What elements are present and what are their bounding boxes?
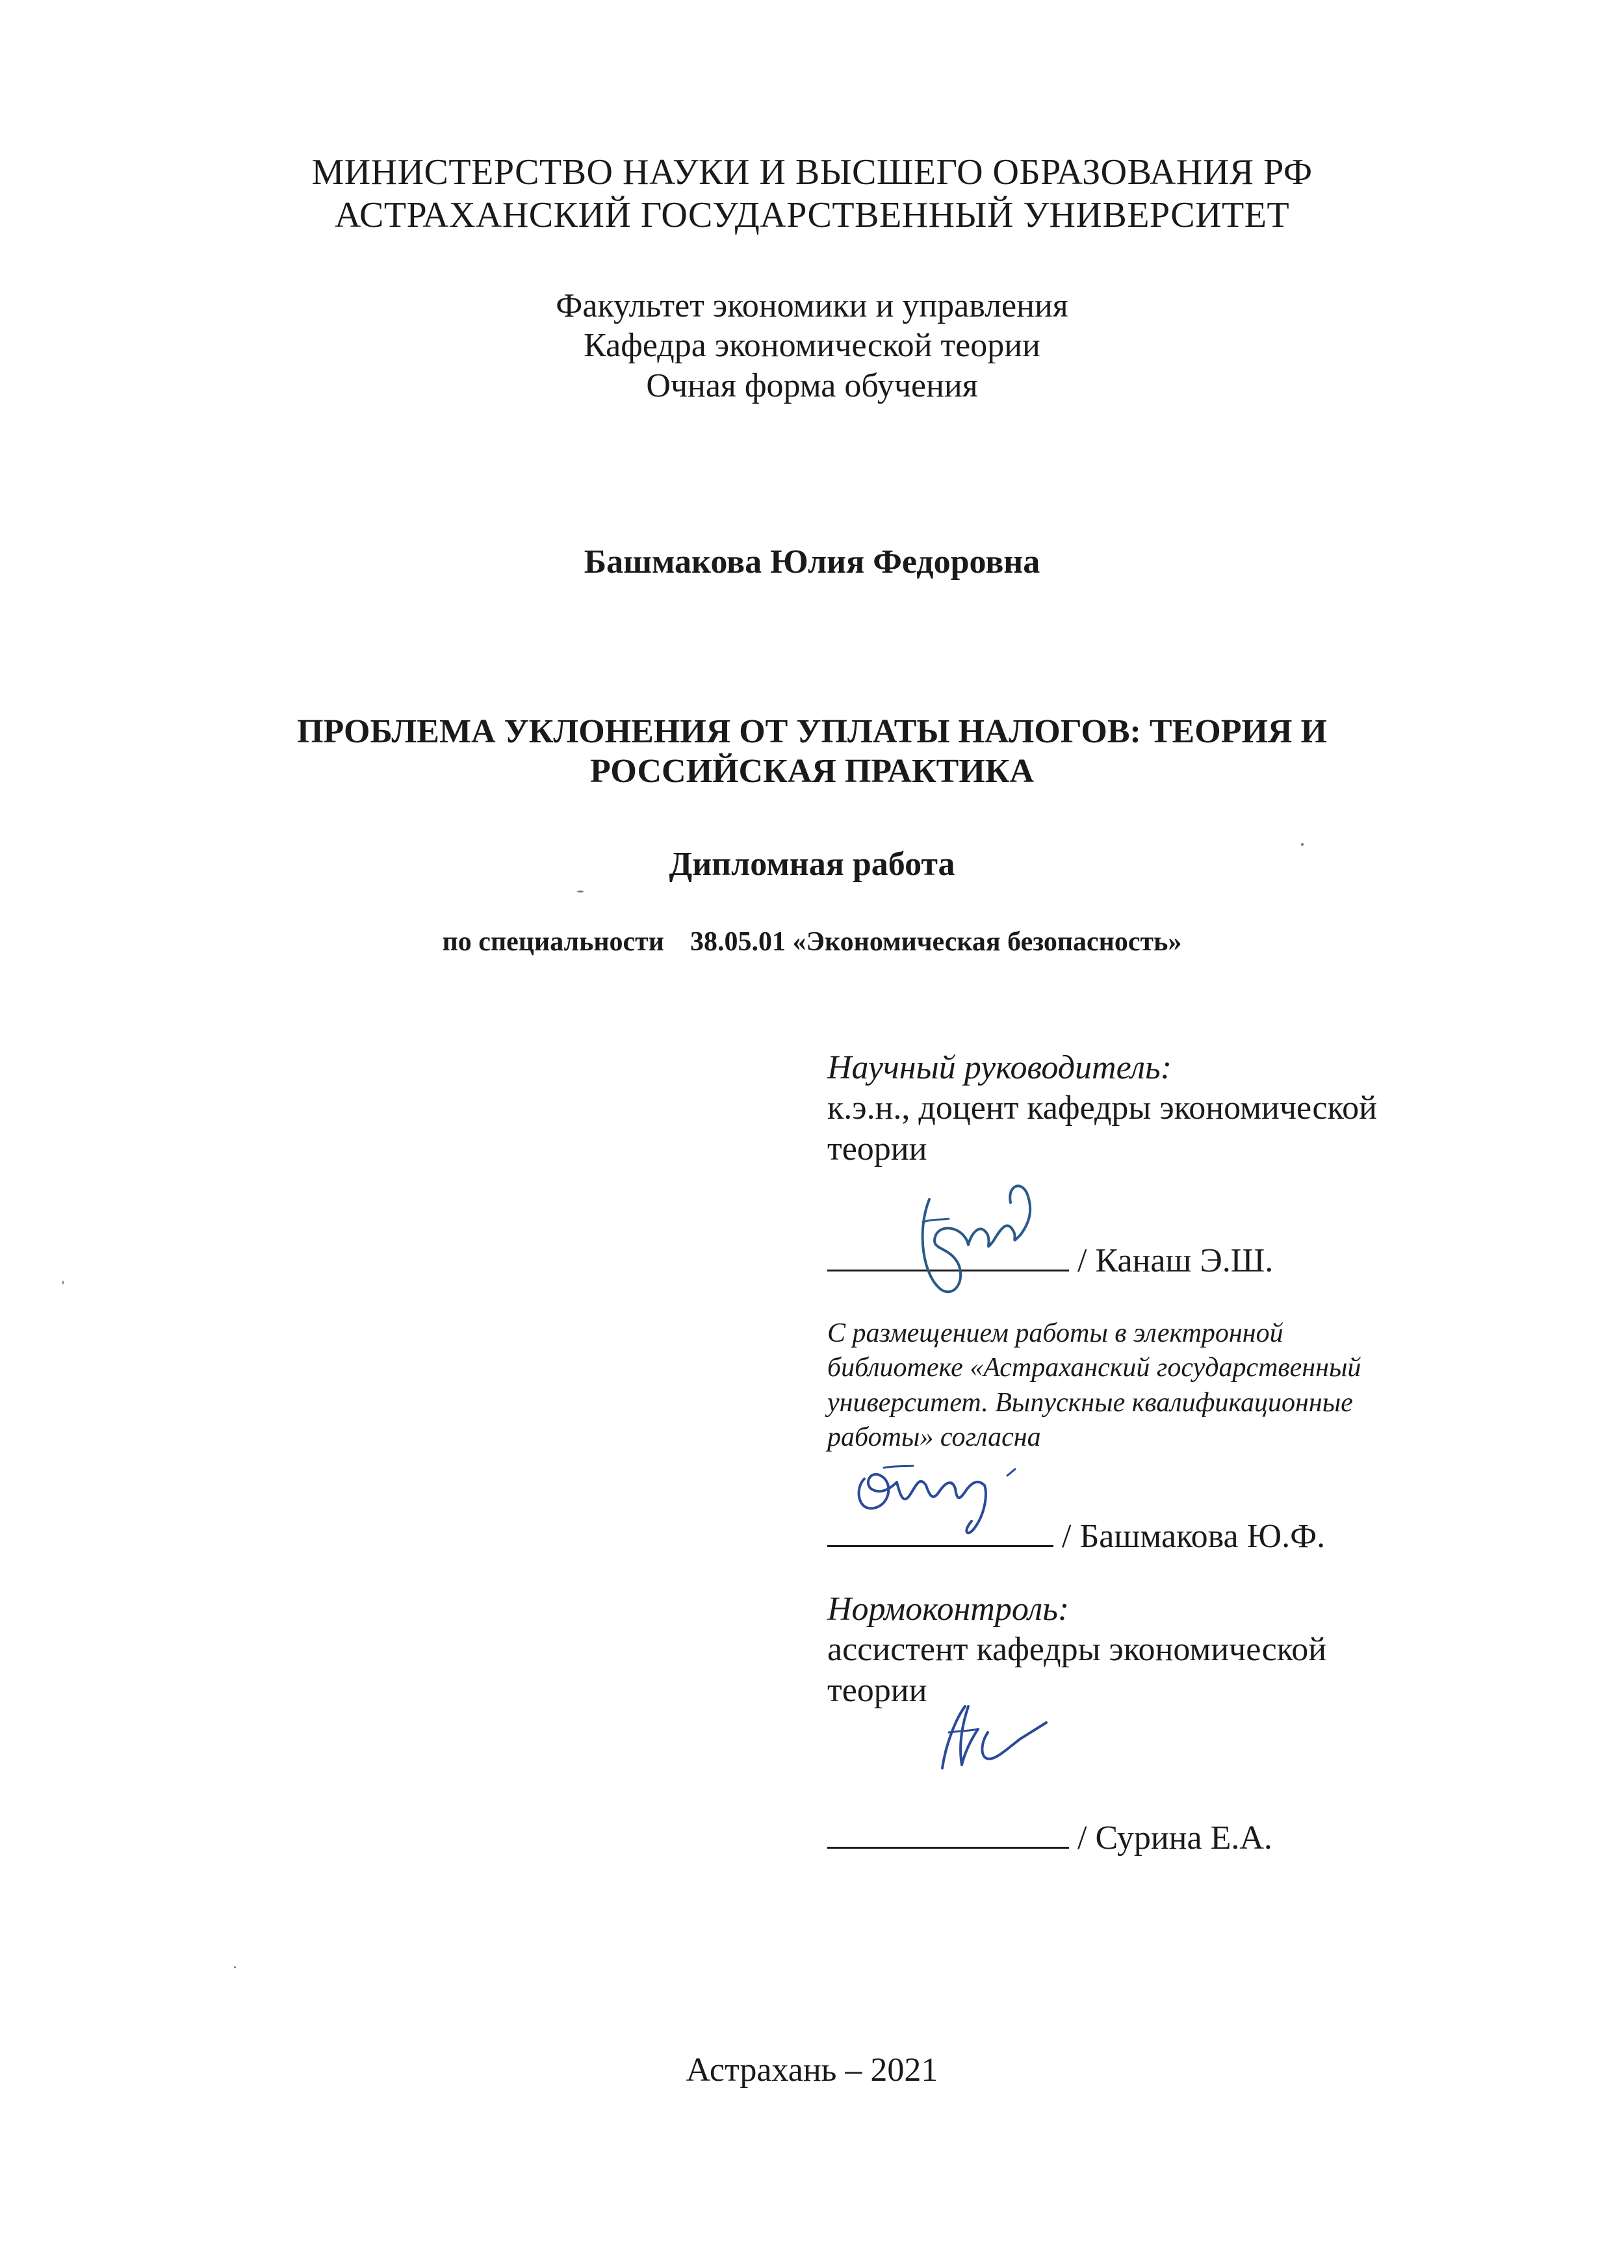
supervisor-name: / Канаш Э.Ш. [1077,1242,1274,1279]
author-name: Башмакова Юлия Федоровна [584,543,1040,580]
consent-line-1: С размещением работы в электронной [827,1318,1283,1348]
normcontrol-signature-row [827,1816,1477,1857]
signature-line [827,1816,1069,1849]
signature-line [827,1238,1069,1271]
scan-speck [577,891,584,893]
specialty-line [0,926,1624,958]
consent-signature-row [827,1514,1477,1556]
scan-speck [234,1966,236,1968]
normcontrol-position-2: теории [827,1671,927,1709]
work-type: Дипломная работа [669,846,955,883]
ministry-line: МИНИСТЕРСТВО НАУКИ И ВЫСШЕГО ОБРАЗОВАНИЯ РФ [311,152,1313,192]
specialty-value: 38.05.01 «Экономическая безопасность» [690,927,1182,957]
consent-name: / Башмакова Ю.Ф. [1062,1518,1326,1555]
normcontrol-position-1: ассистент кафедры экономической [827,1631,1327,1669]
consent-line-3: университет. Выпускные квалификационные [827,1387,1353,1418]
scan-speck [62,1281,64,1284]
supervisor-role: Научный руководитель: [827,1049,1172,1086]
title-line-1: ПРОБЛЕМА УКЛОНЕНИЯ ОТ УПЛАТЫ НАЛОГОВ: ТЕОРИЯ И [297,713,1327,750]
signature-line [827,1514,1053,1547]
consent-line-4: работы» согласна [827,1422,1041,1452]
normcontrol-name: / Сурина Е.А. [1077,1819,1272,1857]
city-year: Астрахань – 2021 [686,2052,938,2089]
supervisor-block [827,1048,1477,1169]
thesis-title [0,712,1624,792]
study-form-line: Очная форма обучения [646,367,978,404]
normcontrol-block [827,1589,1477,1711]
title-line-2: РОССИЙСКАЯ ПРАКТИКА [589,753,1035,790]
ministry-header [0,151,1624,237]
university-line: АСТРАХАНСКИЙ ГОСУДАРСТВЕННЫЙ УНИВЕРСИТЕТ [334,195,1290,236]
scan-speck [1301,843,1304,846]
normcontrol-role: Нормоконтроль: [827,1591,1070,1628]
supervisor-signature-row [827,1238,1477,1280]
specialty-prefix: по специальности [442,927,665,957]
consent-block [827,1316,1477,1455]
supervisor-position-1: к.э.н., доцент кафедры экономической [827,1089,1377,1127]
consent-line-2: библиотеке «Астраханский государственный [827,1353,1361,1383]
department-block [0,286,1624,406]
chair-line: Кафедра экономической теории [584,327,1040,365]
faculty-line: Факультет экономики и управления [556,287,1068,324]
supervisor-position-2: теории [827,1130,927,1167]
